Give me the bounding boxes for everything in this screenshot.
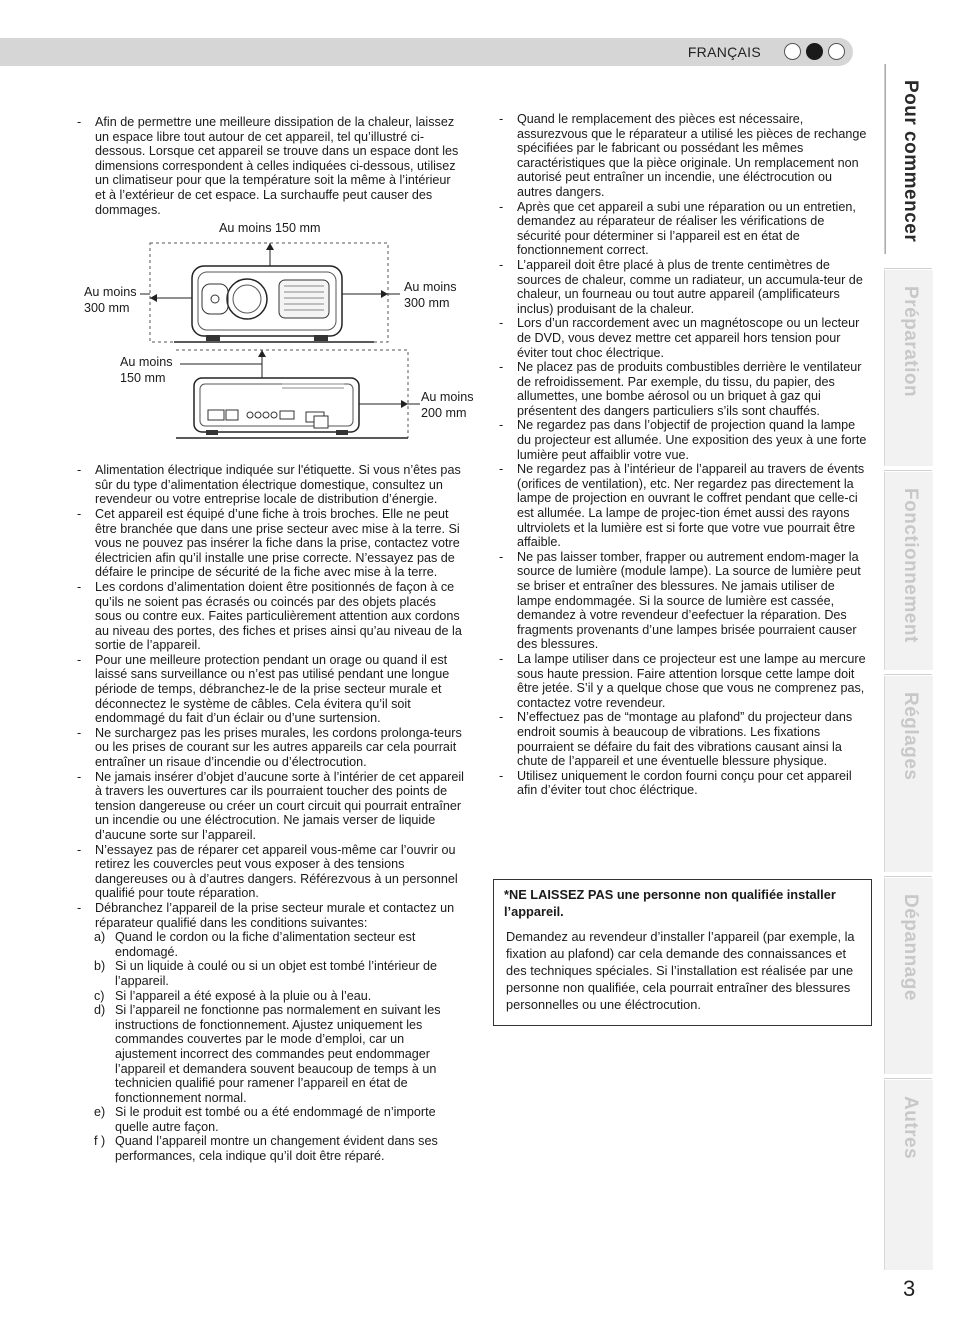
tab-depannage[interactable] [884, 878, 933, 1074]
list-item: - Débranchez l’appareil de la prise secteur murale et contactez un réparateur qualifié dans les conditions suivantes: [77, 900, 455, 930]
indicator-dot-1 [784, 43, 801, 60]
tab-autres[interactable] [884, 1080, 933, 1270]
list-item: - L’appareil doit être placé à plus de trente centimètres de sources de chaleur, comme un radiateur, un accumula-teur de chaleur, un fourneau ou tout autre appareil (amplificateurs inclus) produisant de la chaleur. [499, 257, 863, 316]
header-bar [0, 38, 853, 66]
list-item: - Ne regardez pas dans l’objectif de projection quand la lampe du projecteur est allumée. Une exposition des yeux à une forte lumière peut affaiblir votre vue. [499, 418, 867, 462]
tab-divider [884, 268, 932, 269]
clearance-left-label: Au moins 300 mm [84, 285, 137, 315]
clearance-right-label: Au moins 300 mm [404, 280, 457, 310]
warning-body: Demandez au revendeur d’installer l’appareil (par exemple, la fixation au plafond) car cela demande des connaissances et des techniques spéciales. Si l’installation est réalisée par une personne non qualifiée, cela pourrait entraîner des blessures personnelles ou une éléctrocution. [506, 929, 855, 1012]
list-item: - Après que cet appareil a subi une réparation ou un entretien, demandez au réparateur de réaliser les vérifications de sécurité pour déterminer si l’appareil est en état de fonctionnement correct. [499, 199, 856, 258]
clearance-top-label: Au moins 150 mm [219, 221, 321, 235]
section-tabs [884, 0, 954, 1339]
condition-item: f ) Quand l’appareil montre un changement évident dans ses performances, cela indique qu’il doit être réparé. [94, 1134, 438, 1164]
condition-item: b) Si un liquide à coulé ou si un objet est tombé l’intérieur de l’appareil. [94, 959, 438, 988]
tab-label: Fonctionnement [900, 488, 921, 643]
list-item: - N’essayez pas de réparer cet appareil vous-même car l’ouvrir ou retirez les couvercles peut vous exposer à des tensions dangereuses ou à d’autres dangers. Référezvous à un personnel qualifié pour toute réparation. [77, 842, 458, 901]
list-item: - Ne surchargez pas les prises murales, les cordons prolonga-teurs ou les prises de courant sur les autres appareils car cela pourrait entraîner un risaue d’incendie ou d’électrocution. [77, 725, 462, 770]
condition-item: d) Si l’appareil ne fonctionne pas normalement en suivant les instructions de fonctionnement. Ajustez uniquement les commandes couvertes par le mode d’emploi, car un ajustement incorrect des commandes peut endommager l’appareil et demandera souvent beaucoup de temps à un technicien qualifié pour ramener l’appareil en état de fonctionnement normal. [94, 1003, 441, 1105]
tab-fonctionnement[interactable] [884, 472, 933, 670]
tab-label: Dépannage [900, 894, 921, 1001]
tab-divider [884, 674, 932, 675]
list-item: - Ne pas laisser tomber, frapper ou autrement endom-mager la source de lumière (module lampe). La source de lumière peut se briser et entraîner des blessures. Ne jamais utiliser de lampe endommagée. Si la source de lumière est cassée, demandez à votre revendeur d’eefectuer la réparation. Des fragments provenants d’une lampes brisée pourraient causer des blessures. [499, 549, 861, 652]
list-item: - Ne regardez pas à l’intérieur de l’appareil au travers de évents (orifices de ventilation), etc. Ner regardez pas directement la lampe de projection en ouvrant le coffret pendant que celle-ci est allumée. La lampe de projec-tion émet aussi des rayons ultrviolets et la lumière est si forte que votre vue pourrait être affaible. [499, 462, 865, 550]
language-label: FRANÇAIS [687, 44, 761, 60]
tab-label: Réglages [900, 692, 921, 781]
tab-divider [884, 470, 932, 471]
list-item: - Lors d’un raccordement avec un magnétoscope ou un lecteur de DVD, vous devez mettre cet appareil hors tension pour éviter tout choc électrique. [499, 316, 860, 360]
condition-item: a) Quand le cordon ou la fiche d’alimentation secteur est endomagé. [94, 930, 416, 959]
list-item: - La lampe utiliser dans ce projecteur est une lampe au mercure sous haute pression. Faire attention lorsque cette lampe doit être jetée. S’il y a quelque chose que vous ne comprenez pas, contactez votre revendeur. [499, 651, 866, 710]
tab-preparation[interactable] [884, 270, 933, 466]
list-item: - Quand le remplacement des pièces est nécessaire, assurezvous que le réparateur a utilisé les pièces de rechange spécifiées par le fabricant ou possédant les mêmes caractéristiques que la pièce originale. Un remplacement non autorisé peut entraîner un incendie, une éléctrocution ou autres dangers. [499, 112, 867, 199]
list-item: - Utilisez uniquement le cordon fourni conçu pour cet appareil afin d’éviter tout choc éléctrique. [499, 768, 852, 798]
clearance-rear-label: Au moins 200 mm [421, 390, 474, 420]
list-item: - Cet appareil est équipé d’une fiche à trois broches. Elle ne peut être branchée que dans une prise secteur avec mise à la terre. Si vous ne pouvez pas insérer la fiche dans la prise, contactez votre électricien afin qu’il installe une prise correcte. N’essayez pas de défaire le principe de sécurité de la fiche avec mise à la terre. [77, 506, 460, 580]
list-item: - N’effectuez pas de “montage au plafond” du projecteur dans endroit soumis à beaucoup de vibrations. Les fixations pourraient se défaire du fait des vibrations causant ainsi la chute de l’appareil et une éventuelle blessure physique. [499, 710, 853, 769]
list-item: - Ne jamais insérer d’objet d’aucune sorte à l’intérier de cet appareil à travers les ouvertures car ils pourraient toucher des points de tension dangereuse ou créer un court circuit qui pourrait entraîner un incendie ou une éléctrocution. Ne jamais verser de liquide d’aucune sorte sur l’appareil. [77, 769, 464, 842]
condition-item: e) Si le produit est tombé ou a été endommagé de n’importe quelle autre façon. [94, 1105, 436, 1134]
indicator-dot-3 [828, 43, 845, 60]
language-indicator-dots [784, 43, 845, 60]
warning-title: *NE LAISSEZ PAS une personne non qualifiée installer l’appareil. [504, 887, 836, 919]
clearance-diagram [74, 216, 484, 448]
list-item: - Ne placez pas de produits combustibles derrière le ventilateur de refroidissement. Par exemple, du tissu, du papier, des allumettes, une bombe aérosol ou un briquet à gaz qui présentent des dangers particuliers s’ils sont chauffés. [499, 360, 862, 418]
tab-label: Préparation [900, 286, 921, 398]
list-item: - Les cordons d’alimentation doient être positionnés de façon à ce qu’ils ne soient pas écrasés ou coincés par des objets placés sous ou contre eux. Faites particulièrement attention aux cordons au niveau des portes, des fiches et prises ainsi qu’au niveau de la sortie de l’appareil. [77, 579, 462, 653]
indicator-dot-2 [806, 43, 823, 60]
list-item: - Alimentation électrique indiquée sur l'étiquette. Si vous n’êtes pas sûr du type d’alimentation électrique domestique, consultez un revendeur ou votre entreprise locale de distribution d’énergie. [77, 463, 461, 507]
tab-divider [884, 876, 932, 877]
condition-item: c) Si l’appareil a été exposé à la pluie ou à l’eau. [94, 988, 372, 1003]
page-number: 3 [903, 1276, 916, 1301]
tab-label: Pour commencer [900, 80, 921, 243]
list-item: - Afin de permettre une meilleure dissipation de la chaleur, laissez un espace libre tout autour de cet appareil, tel qu’illustré ci-dessous. Lorsque cet appareil se trouve dans un espace dont les dimensions correspondent à celles indiquées ci-dessous, utilisez un climatiseur pour que la température soit la même à l’intérieur et à l’extérieur de cet espace. La surchauffe peut causer des dommages. [77, 115, 459, 217]
tab-divider [884, 1078, 932, 1079]
tab-label: Autres [900, 1096, 921, 1160]
right-column [496, 112, 870, 798]
clearance-side-top-label: Au moins 150 mm [120, 355, 173, 385]
tab-reglages[interactable] [884, 676, 933, 872]
list-item: - Pour une meilleure protection pendant un orage ou quand il est laissé sans surveillance ou n’est pas utilisé pendant une longue période de temps, débranchez-le de la prise secteur murale et déconnectez le système de câbles. Cela évitera qu’il soit endommagé du fait d’un éclair ou d’une surtension. [77, 652, 450, 726]
tab-pour-commencer[interactable] [884, 64, 933, 254]
installation-warning-box [493, 879, 872, 1026]
